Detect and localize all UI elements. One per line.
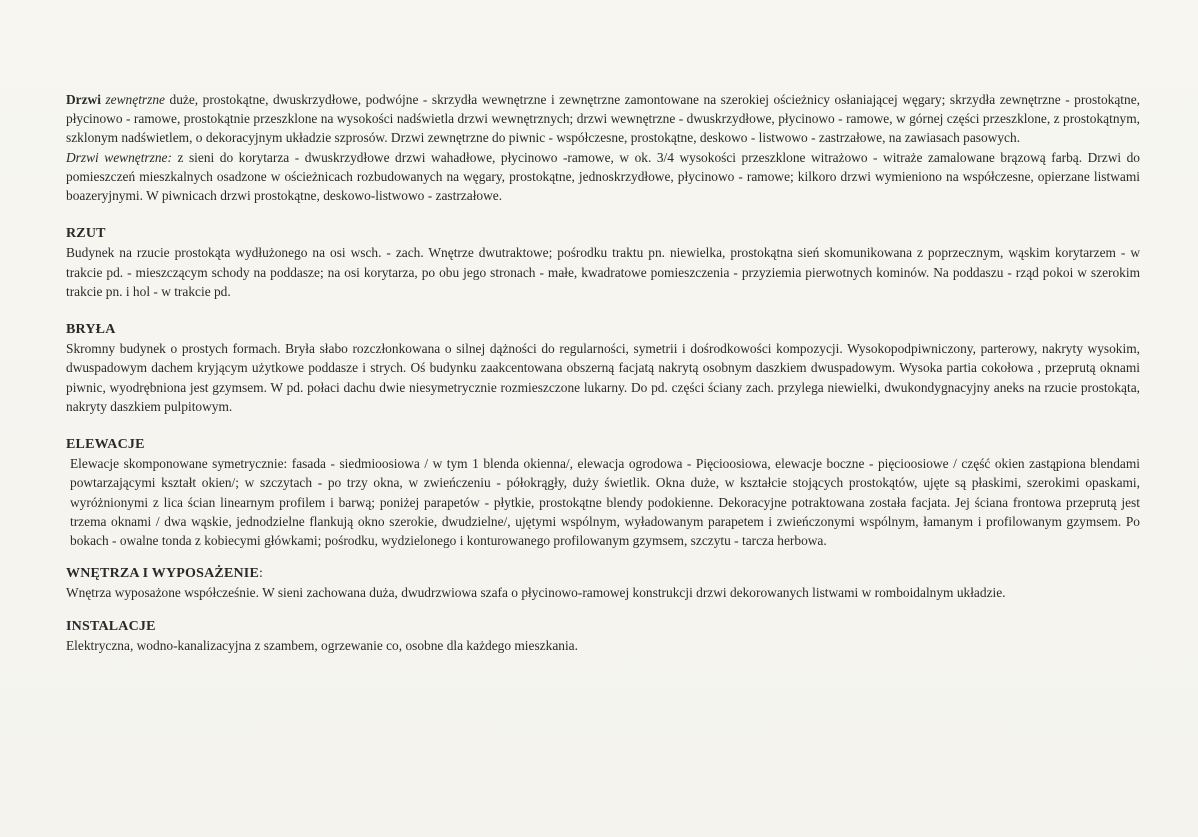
rzut-text: Budynek na rzucie prostokąta wydłużonego na osi wsch. - zach. Wnętrze dwutraktowe; pośrodku traktu pn. niewielka, prostokątna sień skomunikowana z poprzecznym, wąskim korytarzem - w trakcie pd. - mieszczącym schody na poddasze; na osi korytarza, po obu jego stronach - małe, kwadratowe pomieszczenia - przyziemia pierwotnych kominów. Na poddaszu - rząd pokoi w szerokim trakcie pn. i hol - w trakcie pd. xyxy=(66,245,1140,299)
doors-outer-text: duże, prostokątne, dwuskrzydłowe, podwójne - skrzydła wewnętrzne i zewnętrzne zamontowane na szerokiej ościeżnicy osłaniającej węgary; skrzydła zewnętrzne - prostokątne, płycinowo - ramowe, prostokątnie przeszklone na wysokości nadświetla drzwi wewnętrznych; drzwi wewnętrzne - dwuskrzydłowe, płycinowo - ramowe, w górnej części przeszklone, z prostokątnym, szklonym nadświetlem, o dekoracyjnym układzie szprosów. Drzwi zewnętrzne do piwnic - współczesne, prostokątne, deskowo - listwowo - zastrzałowe, na zawiasach pasowych. xyxy=(66,92,1140,146)
instalacje-text: Elektryczna, wodno-kanalizacyjna z szambem, ogrzewanie co, osobne dla każdego mieszkania. xyxy=(66,637,578,653)
wnetrza-heading-text: WNĘTRZA I WYPOSAŻENIE xyxy=(66,566,259,582)
doors-outer-paragraph xyxy=(66,90,1140,148)
elewacje-heading: ELEWACJE xyxy=(66,437,145,453)
wnetrza-heading-colon: : xyxy=(259,566,264,582)
doors-inner-label: Drzwi wewnętrzne: xyxy=(66,149,172,165)
doors-inner-text: z sieni do korytarza - dwuskrzydłowe drzwi wahadłowe, płycinowo -ramowe, w ok. 3/4 wysokości przeszklone witrażowo - witraże zamalowane brązową farbą. Drzwi do pomieszczeń mieszkalnych osadzone w ościeżnicach rozbudowanych na węgary, prostokątne, jednoskrzydłowe, płycinowo - ramowe; kilkoro drzwi wymieniono na współczesne, opierzane listwami boazeryjnymi. W piwnicach drzwi prostokątne, deskowo-listwowo - zastrzałowe. xyxy=(66,149,1140,204)
instalacje-heading: INSTALACJE xyxy=(66,618,156,634)
doors-outer-label-italic: zewnętrzne xyxy=(105,92,165,107)
wnetrza-text: Wnętrza wyposażone współcześnie. W sieni zachowana duża, dwudrzwiowa szafa o płycinowo-ramowej konstrukcji drzwi dekorowanych listwami w romboidalnym układzie. xyxy=(66,585,1006,601)
rzut-heading: RZUT xyxy=(66,226,106,242)
doors-inner-paragraph xyxy=(66,148,1140,206)
wnetrza-heading xyxy=(66,564,1140,583)
doors-outer-label: Drzwi xyxy=(66,92,101,107)
document-body xyxy=(66,90,1140,655)
bryla-heading: BRYŁA xyxy=(66,322,116,338)
elewacje-text: Elewacje skomponowane symetrycznie: fasada - siedmioosiowa / w tym 1 blenda okienna/, elewacja ogrodowa - Pięcioosiowa, elewacje boczne - pięcioosiowe / część okien zastąpiona blendami powtarzającymi kształt okien/; w szczytach - po trzy okna, w zwieńczeniu - półokrągły, duży świetlik. Okna duże, w kształcie stojących prostokątów, ujęte są płaskimi, szerokimi opaskami, wyróżnionymi z lica ścian linearnym profilem i barwą; poniżej parapetów - płytkie, prostokątne blendy podokienne. Dekoracyjne potraktowana została facjata. Jej ściana frontowa przeprutą jest trzema oknami / dwa wąskie, jednodzielne flankują okno szerokie, dwudzielne/, ujętymi wspólnym, wyładowanym parapetem i zwieńczonymi wspólnym, łamanym i profilowanym gzymsem. Po bokach - owalne tonda z kobiecymi główkami; pośrodku, wydzielonego i konturowanego profilowanym gzymsem, szczytu - tarcza herbowa. xyxy=(70,456,1140,549)
bryla-text: Skromny budynek o prostych formach. Bryła słabo rozczłonkowana o silnej dążności do regularności, symetrii i dośrodkowości kompozycji. Wysokopodpiwniczony, parterowy, nakryty wysokim, dwuspadowym dachem kryjącym użytkowe poddasze i strych. Oś budynku zaakcentowana obszerną facjatą nakrytą osobnym daszkiem dwuspadowym. Wysoka partia cokołowa , przeprutą oknami piwnic, wyodrębniona jest gzymsem. W pd. połaci dachu dwie niesymetrycznie rozmieszczone lukarny. Do pd. części ściany zach. przylega niewielki, dwukondygnacyjny aneks na rzucie prostokąta, nakryty daszkiem pulpitowym. xyxy=(66,341,1140,414)
